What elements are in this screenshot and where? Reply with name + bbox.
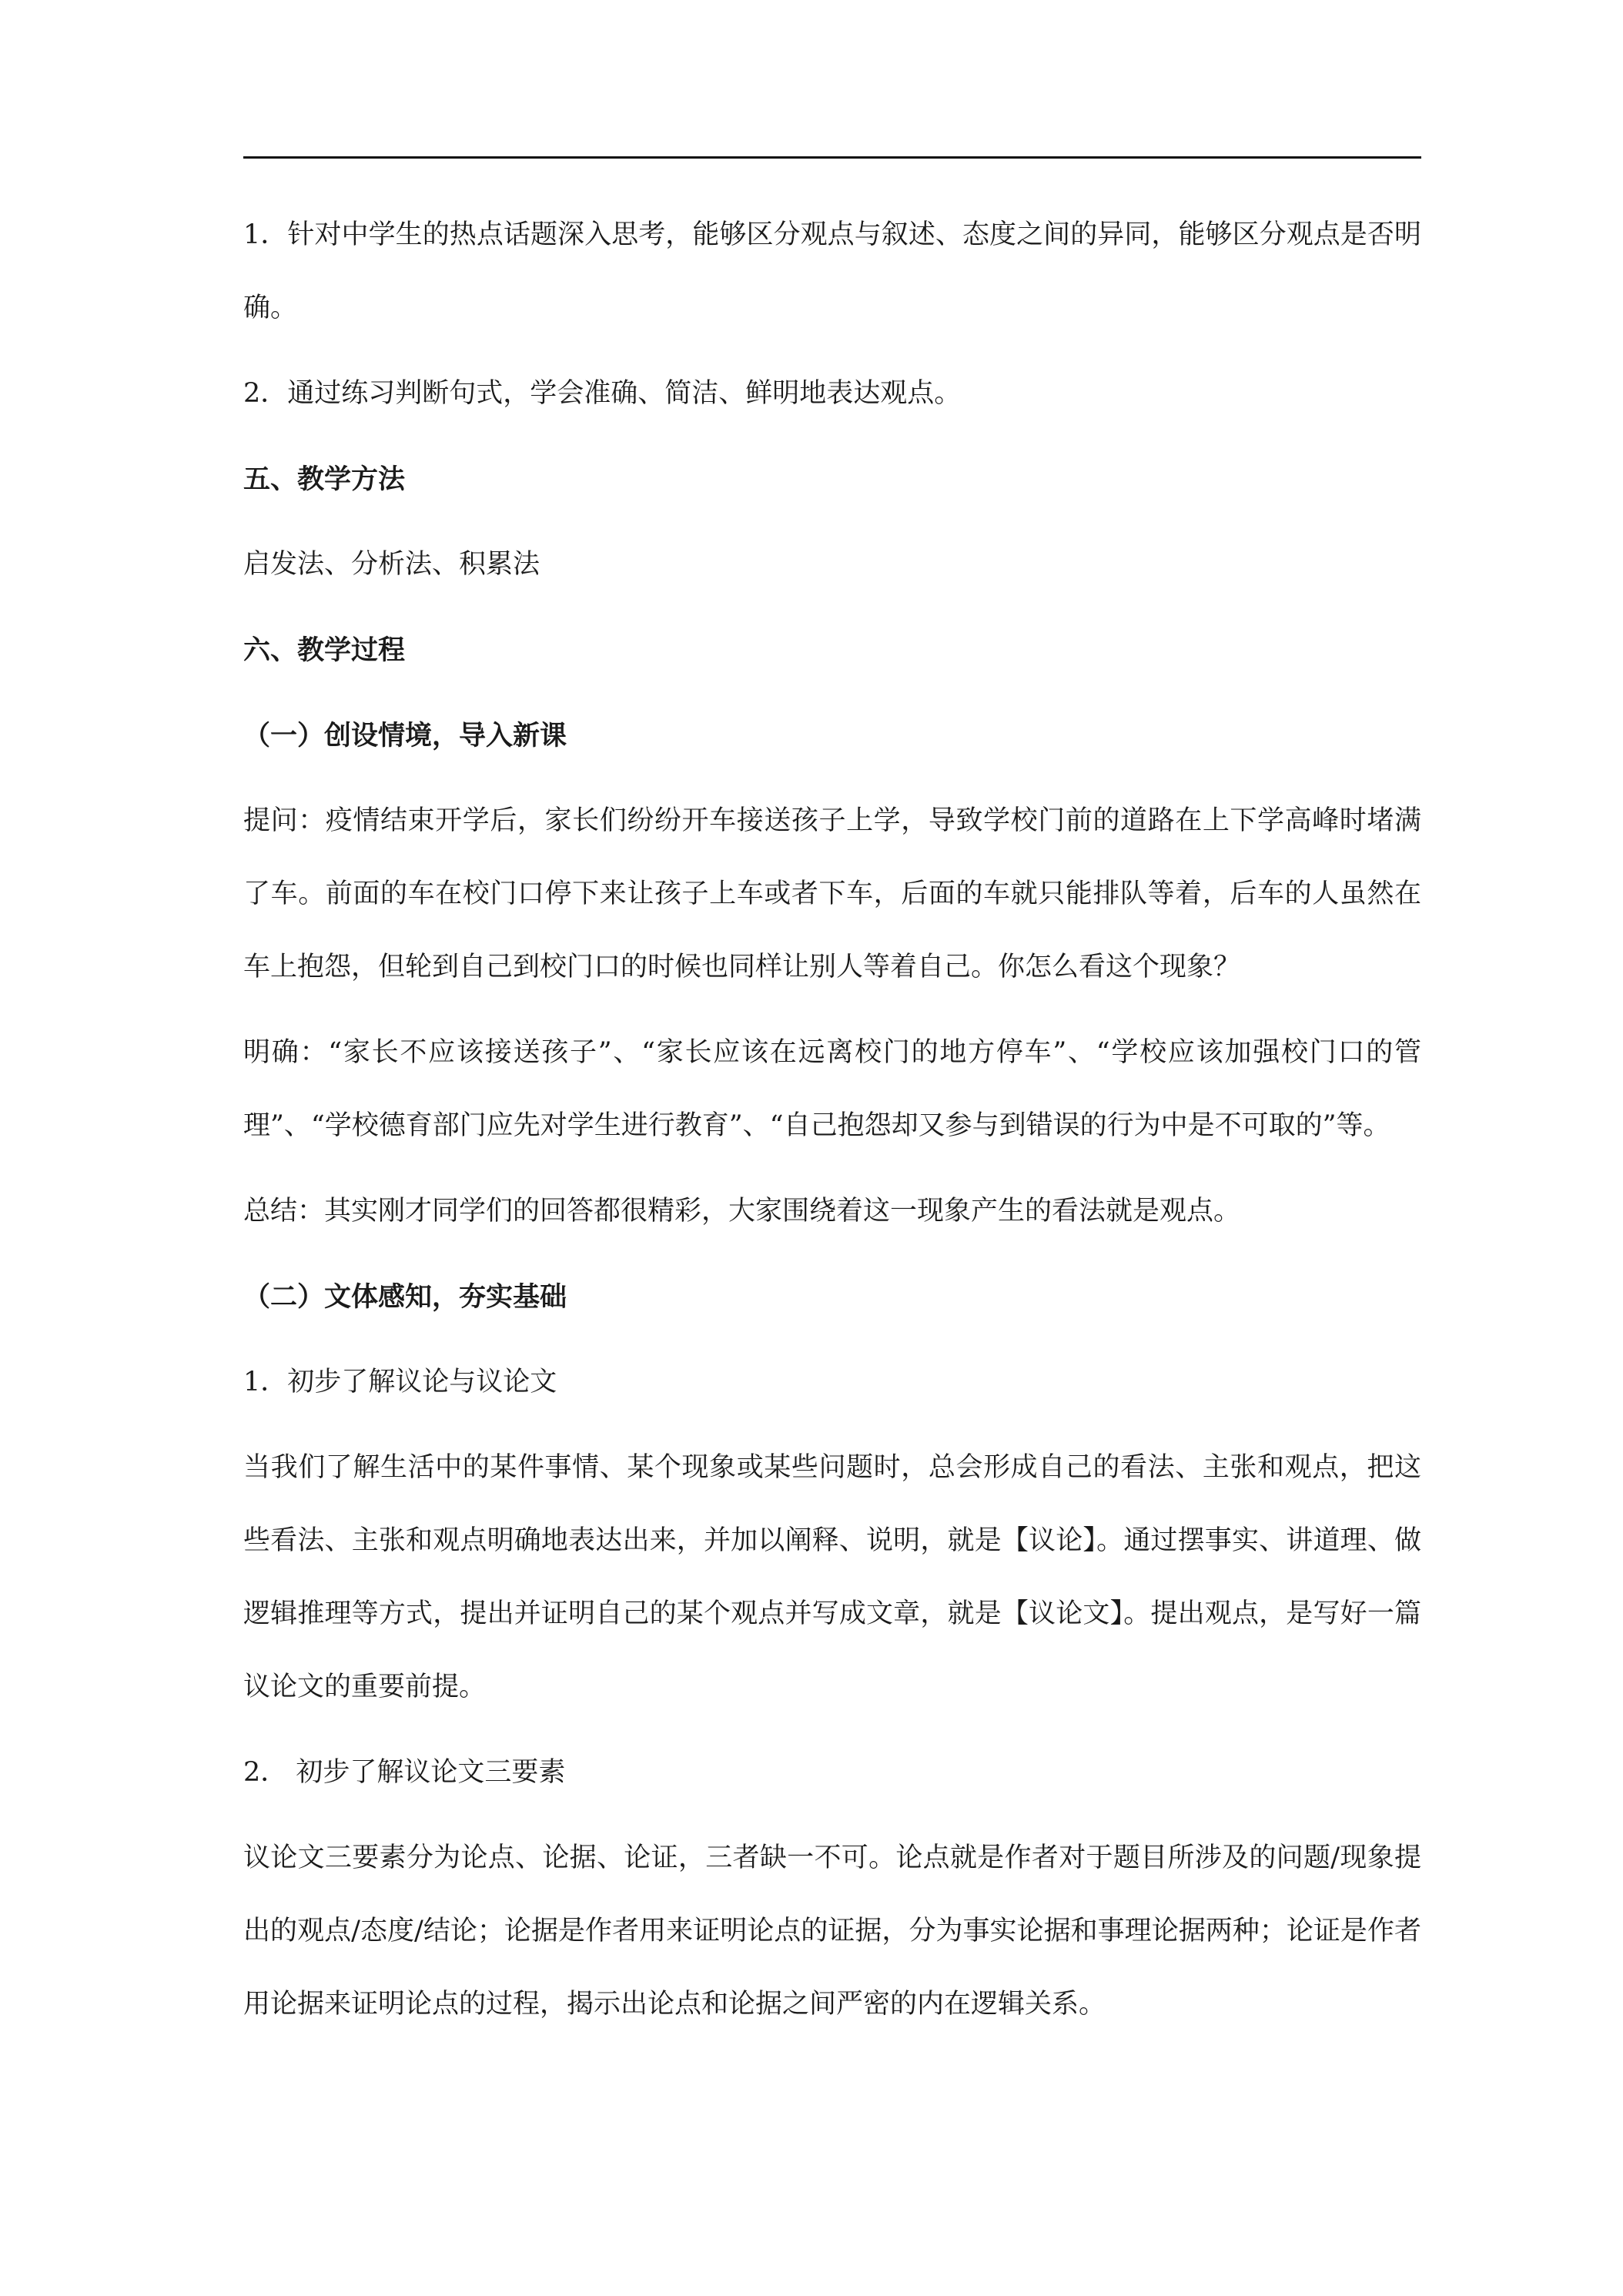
point-1-heading: 1．初步了解议论与议论文 xyxy=(243,1367,557,1397)
subsection-heading-1: （一）创设情境，导入新课 xyxy=(243,720,567,751)
argument-definition-paragraph: 当我们了解生活中的某件事情、某个现象或某些问题时，总会形成自己的看法、主张和观点，把这些看法、主张和观点明确地表达出来，并加以阐释、说明，就是【议论】。通过摆事实、讲道理、做逻辑推理等方式，提出并证明自己的某个观点并写成文章，就是【议论文】。提出观点，是写好一篇议论文的重要前提。 xyxy=(243,1452,1421,1702)
subsection-heading-2: （二）文体感知，夯实基础 xyxy=(243,1281,567,1313)
summary-paragraph: 总结：其实刚才同学们的回答都很精彩，大家围绕着这一现象产生的看法就是观点。 xyxy=(243,1196,1241,1227)
objective-1: 1．针对中学生的热点话题深入思考，能够区分观点与叙述、态度之间的异同，能够区分观点是否明确。 xyxy=(243,219,1421,323)
document-body xyxy=(243,199,1421,2053)
three-elements-paragraph: 议论文三要素分为论点、论据、论证，三者缺一不可。论点就是作者对于题目所涉及的问题/现象提出的观点/态度/结论；论据是作者用来证明论点的证据，分为事实论据和事理论据两种；论证是作者用论据来证明论点的过程，揭示出论点和论据之间严密的内在逻辑关系。 xyxy=(243,1842,1421,2020)
section-heading-teaching-methods: 五、教学方法 xyxy=(243,464,406,495)
objective-2: 2．通过练习判断句式，学会准确、简洁、鲜明地表达观点。 xyxy=(243,378,962,409)
section-heading-teaching-process: 六、教学过程 xyxy=(243,634,406,666)
header-rule xyxy=(243,156,1421,159)
point-2-heading: 2． 初步了解议论文三要素 xyxy=(243,1757,566,1788)
teaching-methods-text: 启发法、分析法、积累法 xyxy=(243,549,540,580)
question-paragraph: 提问：疫情结束开学后，家长们纷纷开车接送孩子上学，导致学校门前的道路在上下学高峰时堵满了车。前面的车在校门口停下来让孩子上车或者下车，后面的车就只能排队等着，后车的人虽然在车上抱怨，但轮到自己到校门口的时候也同样让别人等着自己。你怎么看这个现象？ xyxy=(243,805,1421,982)
clarification-paragraph: 明确：“家长不应该接送孩子”、“家长应该在远离校门的地方停车”、“学校应该加强校门口的管理”、“学校德育部门应先对学生进行教育”、“自己抱怨却又参与到错误的行为中是不可取的”等。 xyxy=(243,1037,1421,1141)
